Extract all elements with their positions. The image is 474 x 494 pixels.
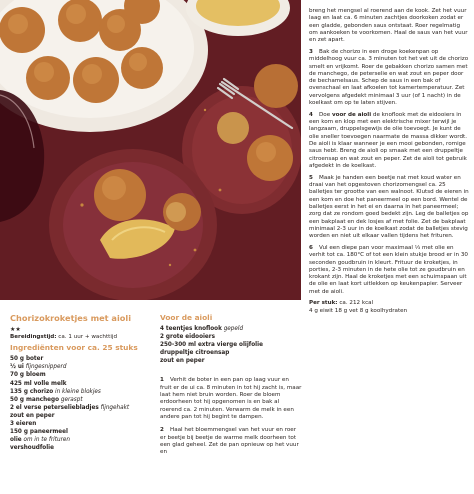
aioli-item: 250-300 ml extra vierge olijfolie	[160, 342, 263, 349]
ingredient-item: 135 g chorizo in kleine blokjes	[10, 388, 101, 395]
ingredient-item: zout en peper	[10, 412, 55, 419]
step-5: 5 Maak je handen een beetje nat met koud water en draai van het opgestoven chorizomengsel ca. 25 balletjes ter grootte van een walnoot. Klutsd de eieren in een kom en doe het paneermeel op een bord. Wentel de balletjes eerst in het ei en daarna in het paneermeel; zorg dat ze rondom goed bedekt zijn. Leg de balletjes op een bakplaat en dek losjes af met folie. Zet de bakplaat minimaal 2-3 uur in de koelkast zodat de balletjes stevig worden en niet uit elkaar vallen tijdens het frituren.	[309, 174, 469, 240]
step-6: 6 Vul een diepe pan voor maximaal ⅓ met olie en verhit tot ca. 180°C of tot een klein stukje brood er in 30 seconden goudbruin in kleurt. Frituur de kroketjes, in porties, 2-3 minuten in de hete olie tot ze goudbruin en krokant zijn. Haal de kroketjes met een schuimspaan uit de olie en laat kort uitlekken op keukenpapier. Serveer met de aioli.	[309, 244, 468, 295]
food-photo	[0, 0, 301, 300]
step-3: 3 Bak de chorizo in een droge koekenpan op middelhoog vuur ca. 3 minuten tot het vet uit de chorizo smelt en vrijkomt. Roer de gebakken chorizo samen met de manchego, de peterselie en wat zout en peper door de bechamelsaus. Schep de saus in een bak of ovenschaal en laat afkoelen tot kamertemperatuur. Zet vervolgens afgedekt minimaal 3 uur (of 1 nacht) in de koelkast om op te laten stijven.	[309, 48, 469, 107]
aioli-item: druppeltje citroensap	[160, 350, 230, 357]
ingredient-item: 50 g manchego geraspt	[10, 396, 83, 403]
nutrition-info	[309, 300, 469, 315]
aioli-heading: Voor de aioli	[160, 313, 213, 322]
step-4: 4 Doe voor de aioli de knoflook met de eidooiers in een kom en klop met een elektrische mixer terwijl je langzaam, druppelsgewijs de olie toevoegt. Je kunt de olie sneller toevoegen naarmate de massa dikker wordt. De aioli is klaar wanneer je een mooi gebonden, romige saus hebt. Breng de aioli op smaak met een druppeltje citroensap en wat zout en peper. Zet de aioli tot gebruik afgedekt in de koelkast.	[309, 111, 468, 169]
per-stuk-label: Per stuk:	[309, 300, 338, 307]
prep-time-value: ca. 1 uur + wachttijd	[58, 334, 117, 340]
ingredient-item: olie om in te frituren	[10, 437, 71, 444]
step-1: 1 Verhit de boter in een pan op laag vuur en fruit er de ui ca. 8 minuten in tot hij zacht is, maar laat hem niet bruin worden. Roer de bloem erdoorheen tot hij opgenomen is en bak al roerend ca. 2 minuten. Verwarm de melk in een andere pan tot hij begint te dampen.	[160, 377, 302, 420]
step-2-continued: breng het mengsel al roerend aan de kook. Zet het vuur laag en laat ca. 6 minuten zachtjes doorkoken zodat er een gladde, gebonden saus ontstaat. Roer regelmatig om aankoeken te voorkomen. Haal de saus van het vuur en zet apart.	[309, 8, 468, 44]
difficulty-stars: ★★	[10, 326, 21, 333]
aioli-item: 4 teentjes knoflook gepeld	[160, 326, 244, 332]
aioli-item: 2 grote eidooiers	[160, 334, 215, 341]
ingredient-item: 70 g bloem	[10, 372, 46, 379]
ingredients-heading: Ingrediënten voor ca. 25 stuks	[10, 343, 138, 353]
ingredient-item: 150 g paneermeel	[10, 429, 68, 436]
ingredient-item: ½ ui fijngesnipperd	[10, 364, 67, 371]
prep-time	[10, 334, 152, 341]
per-stuk-macros: 4 g eiwit 18 g vet 8 g koolhydraten	[309, 307, 408, 314]
prep-time-label: Bereidingstijd:	[10, 334, 57, 340]
recipe-title: Chorizokroketjes met aioli	[10, 313, 131, 323]
ingredient-item: 425 ml volle melk	[10, 380, 67, 387]
step-2-start: 2 Haal het bloemmengsel van het vuur en roer er beetje bij beetje de warme melk doorheen tot een glad geheel. Zet de pan opnieuw op het vuur en	[160, 427, 299, 456]
per-stuk-kcal: ca. 212 kcal	[339, 300, 374, 307]
aioli-list	[160, 325, 302, 365]
ingredient-item: 50 g boter	[10, 356, 44, 363]
ingredient-item: 3 eieren	[10, 421, 37, 428]
steps-column	[309, 8, 469, 315]
aioli-and-steps-column	[160, 313, 302, 462]
aioli-item: zout en peper	[160, 358, 205, 365]
ingredient-item: 2 el verse peterseliebladjes fijngehakt	[10, 404, 130, 411]
recipe-header-column	[10, 313, 152, 452]
croquettes-photo-icon	[0, 0, 301, 300]
ingredient-item: vershoudfolie	[10, 445, 54, 452]
ingredients-list	[10, 355, 152, 452]
